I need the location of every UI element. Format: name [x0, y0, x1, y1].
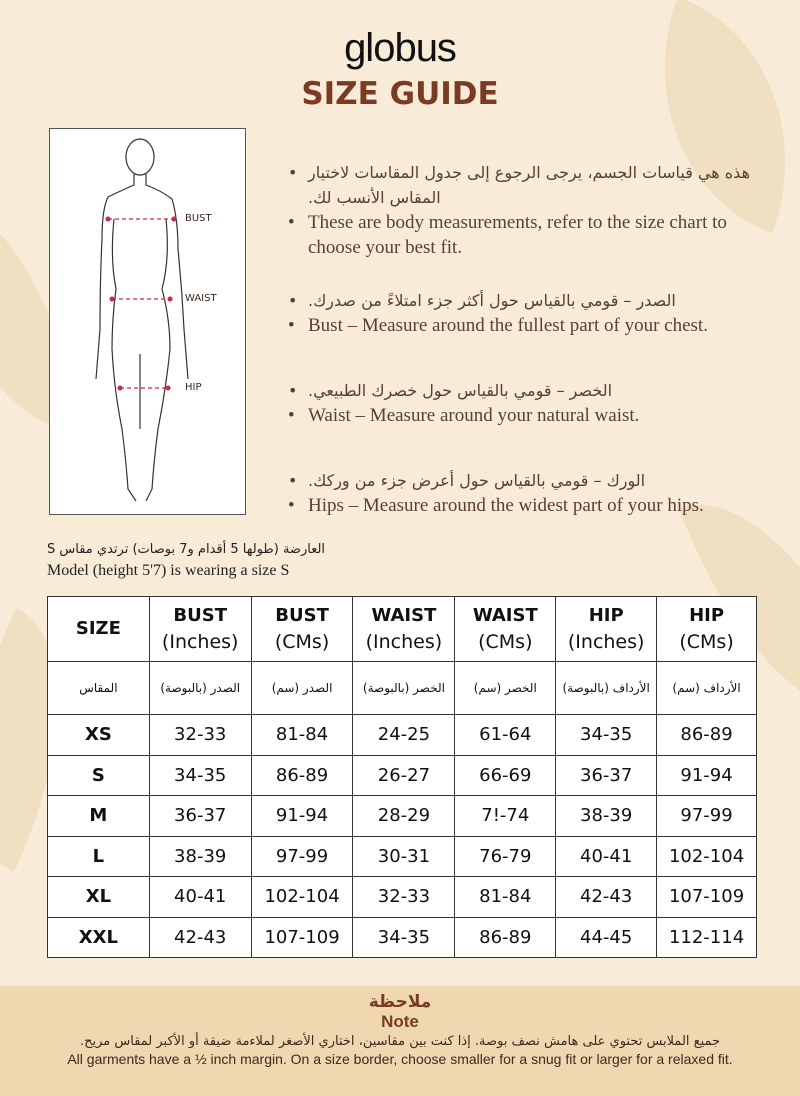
brand-logo: globus — [344, 26, 456, 70]
table-cell: 86-89 — [657, 715, 757, 756]
column-header-ar: الأرداف (بالبوصة) — [556, 662, 657, 715]
bullet-en: • Waist – Measure around your natural waist. — [288, 403, 768, 428]
header-unit: (Inches) — [365, 630, 443, 653]
column-header — [556, 597, 657, 662]
note-section — [0, 986, 800, 1096]
note-text: All garments have a ½ inch margin. On a size border, choose smaller for a snug fit or larger for a relaxed fit. — [67, 1051, 733, 1067]
table-cell: 107-109 — [251, 917, 353, 958]
header-label: BUST — [173, 604, 227, 626]
table-cell: 44-45 — [556, 917, 657, 958]
table-cell: 40-41 — [149, 877, 251, 918]
column-header-ar: الصدر (بالبوصة) — [149, 662, 251, 715]
table-cell: 42-43 — [149, 917, 251, 958]
table-row — [48, 917, 757, 958]
bullet-en: • Hips – Measure around the widest part of your hips. — [288, 493, 768, 518]
bust-label: BUST — [185, 213, 212, 224]
table-cell: 97-99 — [251, 836, 353, 877]
column-header — [251, 597, 353, 662]
column-header-ar: الصدر (سم) — [251, 662, 353, 715]
header-label: WAIST — [371, 604, 437, 626]
table-cell: 81-84 — [251, 715, 353, 756]
table-cell: 32-33 — [353, 877, 455, 918]
table-cell: L — [48, 836, 150, 877]
table-cell: 112-114 — [657, 917, 757, 958]
table-cell: 34-35 — [556, 715, 657, 756]
table-cell: 66-69 — [455, 755, 556, 796]
header-unit: (CMs) — [274, 630, 330, 653]
table-cell: 38-39 — [556, 796, 657, 837]
table-row — [48, 755, 757, 796]
header-label: WAIST — [472, 604, 538, 626]
header-unit: (Inches) — [161, 630, 239, 653]
note-text-ar: جميع الملابس تحتوي على هامش نصف بوصة. إذا كنت بين مقاسين، اختاري الأصغر لملاءمة ضيقة أو الأكبر لمقاس مريح. — [79, 1034, 721, 1049]
header-unit: (Inches) — [567, 630, 645, 653]
bullet-ar: • الصدر – قومي بالقياس حول أكثر جزء امتلاءً من صدرك. — [288, 288, 768, 313]
table-cell: 36-37 — [149, 796, 251, 837]
bullet-ar: • هذه هي قياسات الجسم، يرجى الرجوع إلى جدول المقاسات لاختيار المقاس الأنسب لك. — [288, 160, 768, 210]
table-cell: 30-31 — [353, 836, 455, 877]
body-figure — [49, 128, 246, 515]
model-info — [47, 539, 325, 581]
table-cell: 61-64 — [455, 715, 556, 756]
column-header — [353, 597, 455, 662]
model-info-en: Model (height 5'7) is wearing a size S — [47, 562, 290, 579]
page-title: SIZE GUIDE — [301, 76, 499, 112]
table-row — [48, 877, 757, 918]
table-row — [48, 715, 757, 756]
table-cell: S — [48, 755, 150, 796]
table-cell: XXL — [48, 917, 150, 958]
header-row — [48, 597, 757, 662]
table-cell: 28-29 — [353, 796, 455, 837]
table-cell: 86-89 — [251, 755, 353, 796]
bullet-ar: • الورك – قومي بالقياس حول أعرض جزء من وركك. — [288, 468, 768, 493]
table-cell: 102-104 — [657, 836, 757, 877]
table-cell: 40-41 — [556, 836, 657, 877]
table-cell: 32-33 — [149, 715, 251, 756]
table-cell: 38-39 — [149, 836, 251, 877]
header-label: HIP — [588, 604, 624, 626]
header-label: HIP — [689, 604, 725, 626]
table-cell: XL — [48, 877, 150, 918]
column-header — [48, 597, 150, 662]
table-cell: 76-79 — [455, 836, 556, 877]
table-cell: 97-99 — [657, 796, 757, 837]
bullet-en: • These are body measurements, refer to the size chart to choose your best fit. — [288, 210, 768, 260]
column-header-ar: الأرداف (سم) — [657, 662, 757, 715]
model-info-ar: العارضة (طولها 5 أقدام و7 بوصات) ترتدي مقاس S — [47, 542, 326, 557]
size-table — [47, 596, 757, 958]
bullet-ar: • الخصر – قومي بالقياس حول خصرك الطبيعي. — [288, 378, 768, 403]
table-row — [48, 836, 757, 877]
note-title-ar: ملاحظة — [368, 992, 432, 1012]
header-unit: (CMs) — [679, 630, 734, 653]
header-label: SIZE — [75, 618, 121, 639]
note-title: Note — [381, 1012, 419, 1031]
column-header-ar: الخصر (سم) — [455, 662, 556, 715]
header-unit: (CMs) — [478, 630, 533, 653]
header-row-ar — [48, 662, 757, 715]
table-cell: 42-43 — [556, 877, 657, 918]
column-header — [455, 597, 556, 662]
waist-label: WAIST — [185, 293, 217, 304]
table-cell: 81-84 — [455, 877, 556, 918]
table-cell: M — [48, 796, 150, 837]
column-header — [149, 597, 251, 662]
column-header-ar: الخصر (بالبوصة) — [353, 662, 455, 715]
table-cell: XS — [48, 715, 150, 756]
table-cell: 86-89 — [455, 917, 556, 958]
table-cell: 26-27 — [353, 755, 455, 796]
table-cell: 34-35 — [353, 917, 455, 958]
table-cell: 91-94 — [657, 755, 757, 796]
table-cell: 102-104 — [251, 877, 353, 918]
table-cell: 7!-74 — [455, 796, 556, 837]
hip-label: HIP — [185, 382, 202, 393]
column-header-ar: المقاس — [48, 662, 150, 715]
table-row — [48, 796, 757, 837]
table-cell: 91-94 — [251, 796, 353, 837]
table-cell: 107-109 — [657, 877, 757, 918]
table-cell: 36-37 — [556, 755, 657, 796]
column-header — [657, 597, 757, 662]
header-label: BUST — [275, 604, 329, 626]
table-cell: 34-35 — [149, 755, 251, 796]
bullet-en: • Bust – Measure around the fullest part of your chest. — [288, 313, 768, 338]
table-cell: 24-25 — [353, 715, 455, 756]
measurement-instructions — [288, 160, 768, 518]
